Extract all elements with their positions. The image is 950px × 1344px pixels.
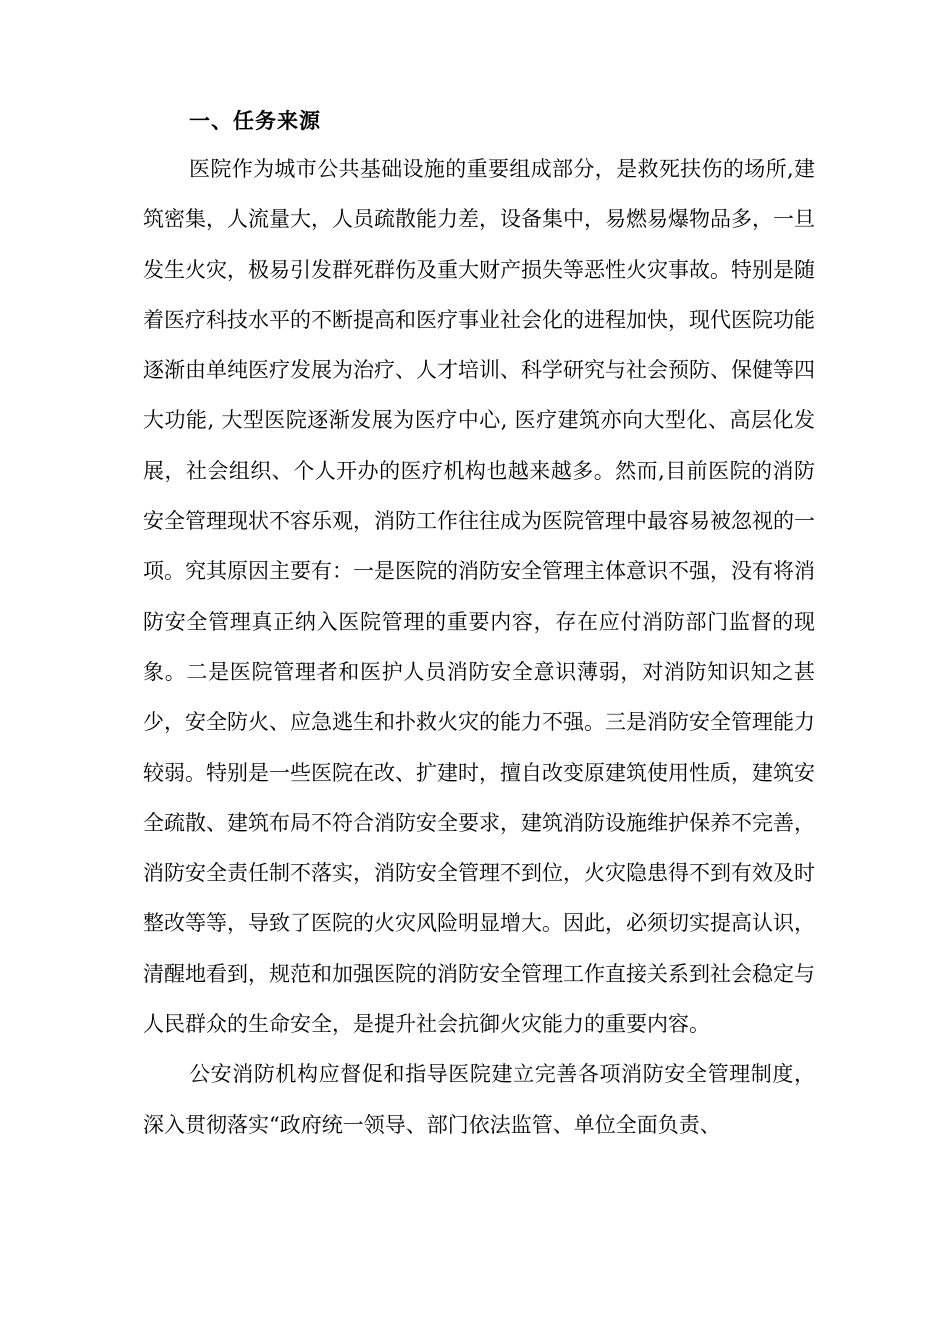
paragraph-fire-agency: 公安消防机构应督促和指导医院建立完善各项消防安全管理制度，深入贯彻落实“政府统一领导、部门依法监管、单位全面负责、 bbox=[143, 1062, 815, 1137]
section-heading: 一、任务来源 bbox=[189, 108, 321, 133]
body-text bbox=[143, 144, 815, 1150]
paragraph-task-source: 医院作为城市公共基础设施的重要组成部分，是救死扶伤的场所,建筑密集，人流量大，人员疏散能力差，设备集中，易燃易爆物品多，一旦发生火灾，极易引发群死群伤及重大财产损失等恶性火灾事故。特别是随着医疗科技水平的不断提高和医疗事业社会化的进程加快，现代医院功能逐渐由单纯医疗发展为治疗、人才培训、科学研究与社会预防、保健等四大功能, 大型医院逐渐发展为医疗中心, 医疗建筑亦向大型化、高层化发展，社会组织、个人开办的医疗机构也越来越多。然而,目前医院的消防安全管理现状不容乐观，消防工作往往成为医院管理中最容易被忽视的一项。究其原因主要有：一是医院的消防安全管理主体意识不强，没有将消防安全管理真正纳入医院管理的重要内容，存在应付消防部门监督的现象。二是医院管理者和医护人员消防安全意识薄弱，对消防知识知之甚少，安全防火、应急逃生和扑救火灾的能力不强。三是消防安全管理能力较弱。特别是一些医院在改、扩建时，擅自改变原建筑使用性质，建筑安全疏散、建筑布局不符合消防安全要求，建筑消防设施维护保养不完善，消防安全责任制不落实，消防安全管理不到位，火灾隐患得不到有效及时整改等等，导致了医院的火灾风险明显增大。因此，必须切实提高认识，清醒地看到，规范和加强医院的消防安全管理工作直接关系到社会稳定与人民群众的生命安全，是提升社会抗御火灾能力的重要内容。 bbox=[143, 157, 815, 1037]
